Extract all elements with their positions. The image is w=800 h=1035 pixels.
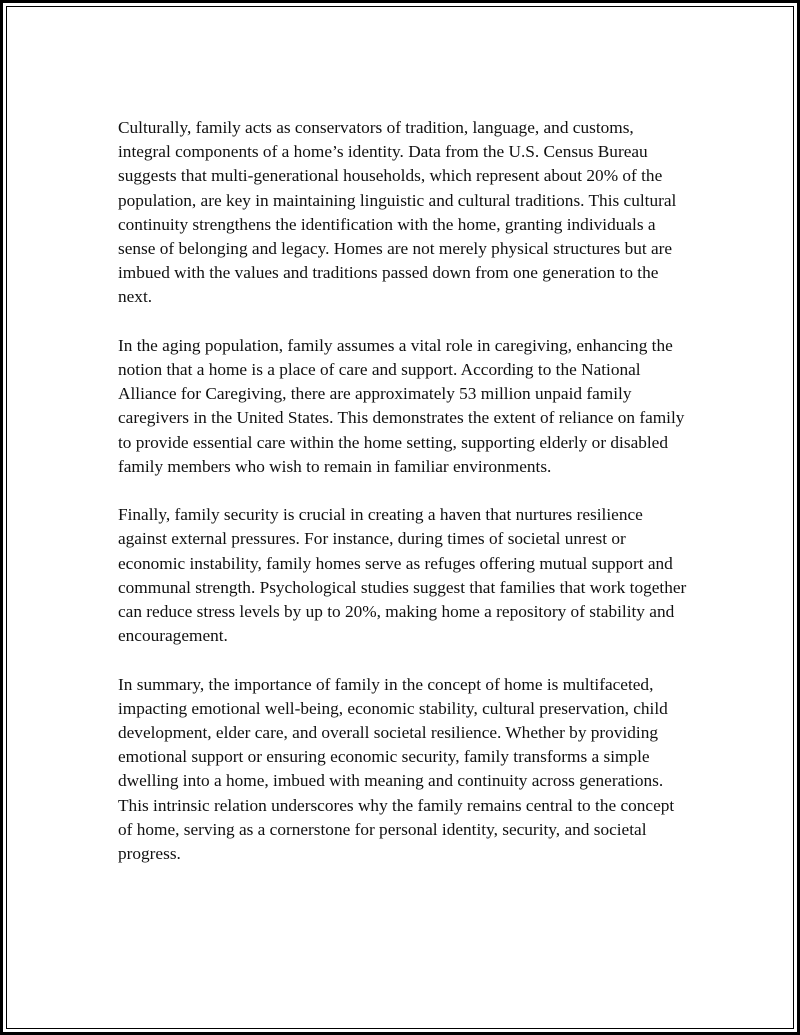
paragraph-summary: In summary, the importance of family in the concept of home is multifaceted, impacting emotional well-being, economic stability, cultural preservation, child development, elder care, and overall societal resilience. Whether by providing emotional support or ensuring economic security, family transforms a simple dwelling into a home, imbued with meaning and continuity across generations. This intrinsic relation underscores why the family remains central to the concept of home, serving as a cornerstone for personal identity, security, and societal progress. xyxy=(118,674,675,864)
document-body xyxy=(118,116,690,866)
paragraph-cultural-traditions: Culturally, family acts as conservators of tradition, language, and customs, integral components of a home’s identity. Data from the U.S. Census Bureau suggests that multi-generational households, which represent about 20% of the population, are key in maintaining linguistic and cultural traditions. This cultural continuity strengthens the identification with the home, granting individuals a sense of belonging and legacy. Homes are not merely physical structures but are imbued with the values and traditions passed down from one generation to the next. xyxy=(118,118,677,307)
paragraph-caregiving: In the aging population, family assumes a vital role in caregiving, enhancing the notion that a home is a place of care and support. According to the National Alliance for Caregiving, there are approximately 53 million unpaid family caregivers in the United States. This demonstrates the extent of reliance on family to provide essential care within the home setting, supporting elderly or disabled family members who wish to remain in familiar environments. xyxy=(118,335,685,476)
paragraph-family-security: Finally, family security is crucial in creating a haven that nurtures resilience against external pressures. For instance, during times of societal unrest or economic instability, family homes serve as refuges offering mutual support and communal strength. Psychological studies suggest that families that work together can reduce stress levels by up to 20%, making home a repository of stability and encouragement. xyxy=(118,505,687,646)
